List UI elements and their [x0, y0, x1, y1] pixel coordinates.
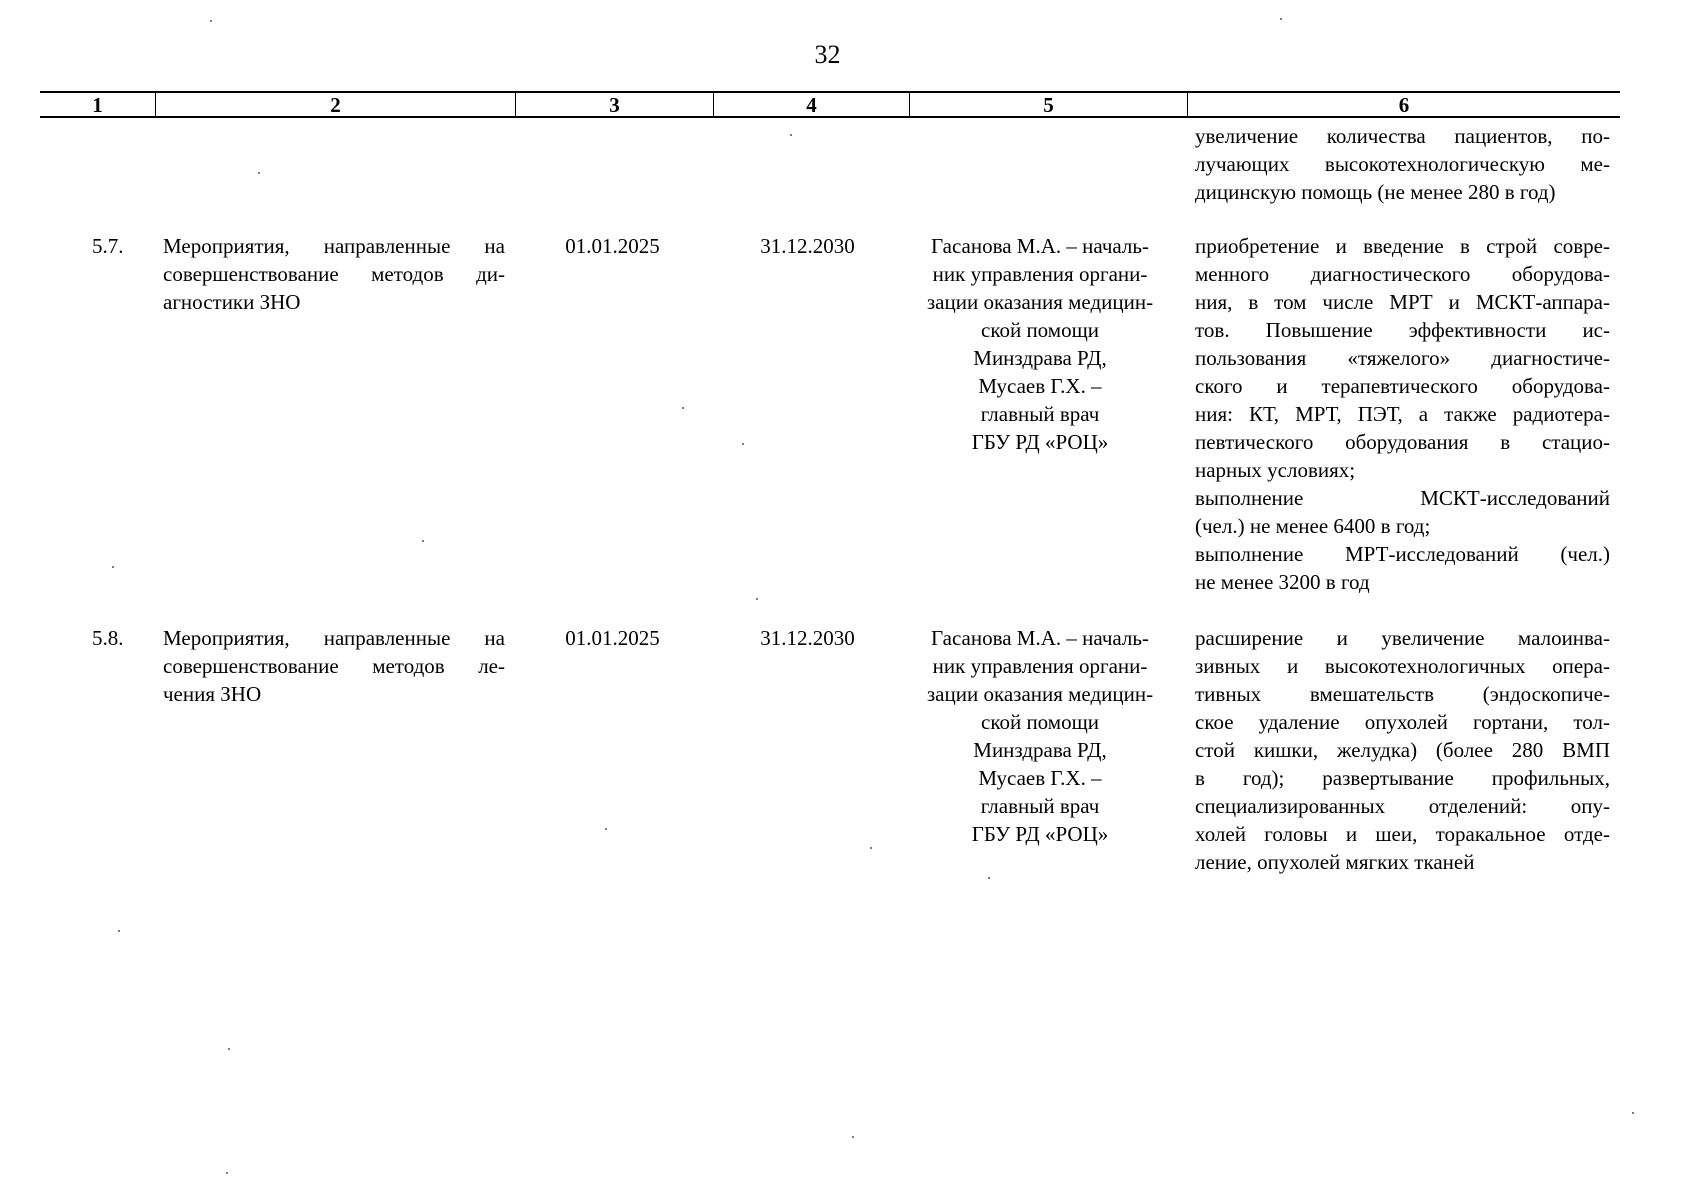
header-col-5: 5 [909, 93, 1187, 116]
scan-speck [112, 566, 114, 568]
text-line: агностики ЗНО [163, 290, 301, 314]
row-number: 5.7. [92, 234, 124, 258]
scan-speck [228, 1048, 230, 1050]
text-line: Мусаев Г.Х. – [978, 766, 1102, 790]
scan-speck [870, 847, 872, 849]
row-name [163, 232, 505, 316]
scan-speck [210, 20, 212, 22]
row-result [1195, 232, 1610, 596]
text-line: нарных условиях; [1195, 458, 1356, 482]
text-line: холей головы и шеи, торакальное отде- [1195, 822, 1610, 846]
text-line: Мусаев Г.Х. – [978, 374, 1102, 398]
text-line: ской помощи [981, 318, 1099, 342]
scan-speck [852, 1136, 854, 1138]
text-line: главный врач [980, 794, 1100, 818]
text-line: ГБУ РД «РОЦ» [971, 822, 1109, 846]
row-number: 5.8. [92, 626, 124, 650]
header-col-1: 1 [92, 93, 103, 117]
text-line: Гасанова М.А. – началь- [931, 234, 1149, 258]
scan-speck [682, 407, 684, 409]
text-line: Минздрава РД, [973, 738, 1107, 762]
scan-speck [756, 598, 758, 600]
text-line: не менее 3200 в год [1195, 570, 1370, 594]
text-line: Мероприятия, направленные на [163, 234, 505, 258]
text-line: стой кишки, желудка) (более 280 ВМП [1195, 738, 1610, 762]
text-line: дицинскую помощь (не менее 280 в год) [1195, 180, 1556, 204]
text-line: зации оказания медицин- [926, 290, 1154, 314]
text-line: ГБУ РД «РОЦ» [971, 430, 1109, 454]
scan-speck [1280, 18, 1282, 20]
continuation-result [1195, 122, 1610, 206]
scan-speck [118, 930, 120, 932]
scan-speck [258, 172, 260, 174]
text-line: ского и терапевтического оборудова- [1195, 374, 1610, 398]
text-line: менного диагностического оборудова- [1195, 262, 1610, 286]
text-line: зации оказания медицин- [926, 682, 1154, 706]
text-line: чения ЗНО [163, 682, 262, 706]
text-line: Гасанова М.А. – началь- [931, 626, 1149, 650]
text-line: ление, опухолей мягких тканей [1195, 850, 1475, 874]
row-end-date: 31.12.2030 [760, 234, 855, 258]
text-line: лучающих высокотехнологическую ме- [1195, 152, 1610, 176]
text-line: приобретение и введение в строй совре- [1195, 234, 1610, 258]
text-line: совершенствование методов ле- [163, 654, 505, 678]
scan-speck [742, 443, 744, 445]
text-line: расширение и увеличение малоинва- [1195, 626, 1610, 650]
header-col-6: 6 [1187, 93, 1620, 116]
text-line: ния, в том числе МРТ и МСКТ-аппара- [1195, 290, 1610, 314]
row-start-date: 01.01.2025 [565, 234, 660, 258]
text-line: тов. Повышение эффективности ис- [1195, 318, 1610, 342]
text-line: пользования «тяжелого» диагностиче- [1195, 346, 1610, 370]
row-responsible [905, 624, 1175, 848]
row-start-date: 01.01.2025 [565, 626, 660, 650]
text-line: ской помощи [981, 710, 1099, 734]
header-col-2: 2 [155, 93, 515, 116]
text-line: главный врач [980, 402, 1100, 426]
text-line: зивных и высокотехнологичных опера- [1195, 654, 1610, 678]
text-line: (чел.) не менее 6400 в год; [1195, 514, 1431, 538]
row-responsible [905, 232, 1175, 456]
text-line: ния: КТ, МРТ, ПЭТ, а также радиотера- [1195, 402, 1610, 426]
text-line: ское удаление опухолей гортани, тол- [1195, 710, 1610, 734]
text-line: певтического оборудования в стацио- [1195, 430, 1610, 454]
text-line: ник управления органи- [932, 654, 1148, 678]
text-line: выполнение МРТ-исследований (чел.) [1195, 542, 1610, 566]
scan-speck [422, 540, 424, 542]
scan-speck [605, 828, 607, 830]
text-line: Минздрава РД, [973, 346, 1107, 370]
text-line: специализированных отделений: опу- [1195, 794, 1610, 818]
scan-speck [790, 134, 792, 136]
text-line: ник управления органи- [932, 262, 1148, 286]
scan-speck [988, 877, 990, 879]
row-name [163, 624, 505, 708]
header-col-3: 3 [515, 93, 713, 116]
page-number: 32 [814, 40, 841, 69]
scan-speck [1632, 1112, 1634, 1114]
row-end-date: 31.12.2030 [760, 626, 855, 650]
text-line: в год); развертывание профильных, [1195, 766, 1610, 790]
text-line: совершенствование методов ди- [163, 262, 505, 286]
text-line: тивных вмешательств (эндоскопиче- [1195, 682, 1610, 706]
text-line: увеличение количества пациентов, по- [1195, 124, 1610, 148]
text-line: выполнение МСКТ-исследований [1195, 486, 1610, 510]
table-header-row [40, 91, 1620, 118]
row-result [1195, 624, 1610, 876]
text-line: Мероприятия, направленные на [163, 626, 505, 650]
scan-speck [226, 1172, 228, 1174]
header-col-4: 4 [713, 93, 909, 116]
